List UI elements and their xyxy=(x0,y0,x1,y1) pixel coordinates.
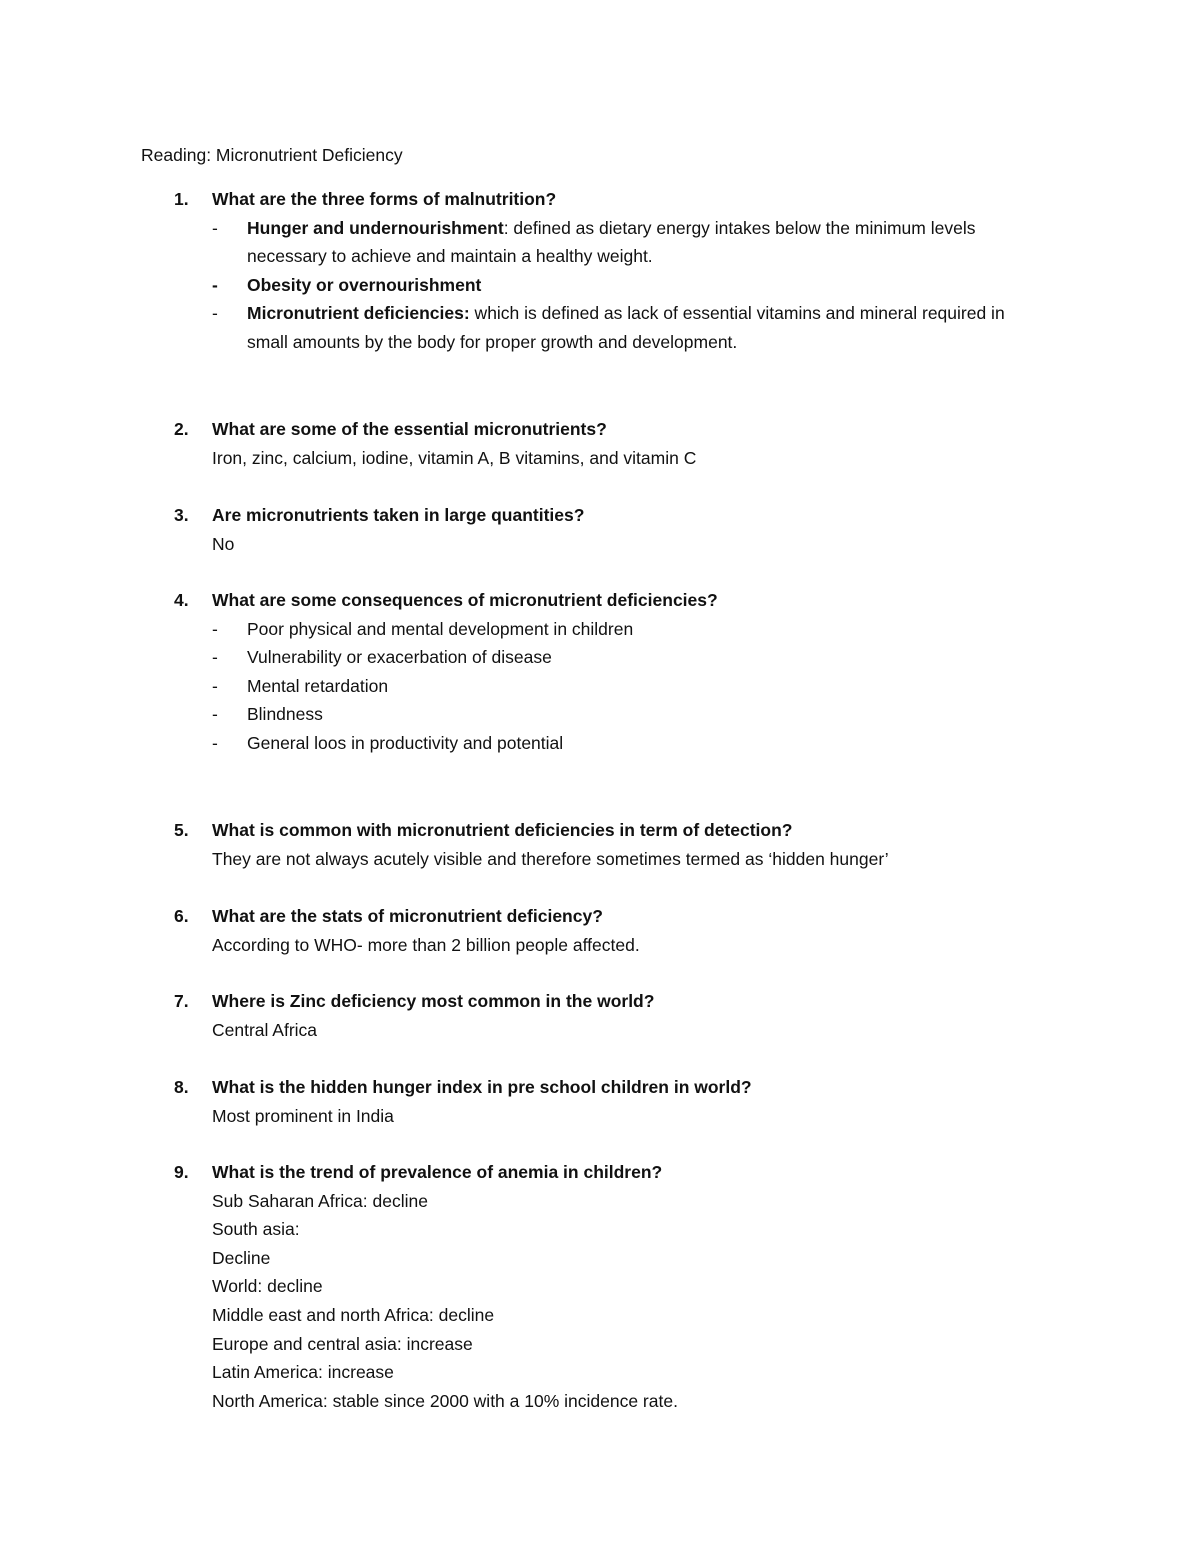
answer-line: They are not always acutely visible and therefore sometimes termed as ‘hidden hunger’ xyxy=(212,848,889,869)
answer-line: Decline xyxy=(212,1247,271,1268)
bullet-text: which is defined as lack of essential vitamins and mineral required in small amounts by the body for proper growth and development. xyxy=(247,303,1005,352)
bullet-dash: - xyxy=(212,647,218,668)
answer-bullet-list xyxy=(0,615,1200,758)
question-block-6 xyxy=(0,902,1200,959)
document-title: Reading: Micronutrient Deficiency xyxy=(141,145,403,165)
bullet-text: : defined as dietary energy intakes below the minimum levels necessary to achieve and maintain a healthy weight. xyxy=(247,217,976,267)
answer-bullet xyxy=(0,700,1027,729)
answer-bullet xyxy=(0,271,1027,300)
question-block-8 xyxy=(0,1073,1200,1130)
bullet-bold-term: Obesity or overnourishment xyxy=(247,274,482,295)
answer-bullet xyxy=(0,672,1027,701)
answer-bullet xyxy=(0,214,1027,271)
question-text: What are the three forms of malnutrition? xyxy=(212,189,557,209)
answer-line: Sub Saharan Africa: decline xyxy=(212,1190,428,1211)
question-heading xyxy=(0,501,1200,530)
question-number: 8. xyxy=(174,1077,189,1097)
answer-line: South asia: xyxy=(212,1219,300,1240)
answer-line: Iron, zinc, calcium, iodine, vitamin A, B vitamins, and vitamin C xyxy=(212,447,697,468)
answer-bullet xyxy=(0,615,1027,644)
answer-text xyxy=(212,845,1032,874)
bullet-dash: - xyxy=(212,217,218,238)
question-number: 7. xyxy=(174,991,189,1011)
answer-text xyxy=(212,444,1032,473)
question-block-2 xyxy=(0,415,1200,472)
question-text: What is the hidden hunger index in pre school children in world? xyxy=(212,1077,752,1097)
bullet-dash: - xyxy=(212,675,218,696)
question-block-4 xyxy=(0,586,1200,758)
question-number: 6. xyxy=(174,906,189,926)
answer-line: Most prominent in India xyxy=(212,1105,394,1126)
question-block-7 xyxy=(0,987,1200,1044)
question-block-1 xyxy=(0,185,1200,357)
question-text: Are micronutrients taken in large quantities? xyxy=(212,505,585,525)
answer-line: World: decline xyxy=(212,1276,323,1297)
question-number: 4. xyxy=(174,590,189,610)
question-heading xyxy=(0,1158,1200,1187)
answer-text xyxy=(212,931,1032,960)
question-block-5 xyxy=(0,816,1200,873)
answer-line: According to WHO- more than 2 billion people affected. xyxy=(212,934,640,955)
answer-line: Middle east and north Africa: decline xyxy=(212,1304,495,1325)
answer-line: Latin America: increase xyxy=(212,1362,394,1383)
bullet-text: Poor physical and mental development in children xyxy=(247,618,634,639)
answer-line: North America: stable since 2000 with a 10% incidence rate. xyxy=(212,1390,678,1411)
bullet-dash: - xyxy=(212,704,218,725)
question-number: 2. xyxy=(174,419,189,439)
bullet-dash: - xyxy=(212,618,218,639)
bullet-dash: - xyxy=(212,303,218,324)
question-heading xyxy=(0,185,1200,214)
question-number: 9. xyxy=(174,1162,189,1182)
question-text: What are some consequences of micronutrient deficiencies? xyxy=(212,590,718,610)
answer-bullet xyxy=(0,299,1027,356)
question-heading xyxy=(0,987,1200,1016)
question-number: 1. xyxy=(174,189,189,209)
bullet-bold-term: Micronutrient deficiencies: xyxy=(247,303,470,324)
bullet-text: Vulnerability or exacerbation of disease xyxy=(247,647,552,668)
bullet-text: General loos in productivity and potential xyxy=(247,732,564,753)
question-heading xyxy=(0,816,1200,845)
answer-text xyxy=(212,530,1032,559)
question-number: 3. xyxy=(174,505,189,525)
answer-bullet xyxy=(0,643,1027,672)
answer-text xyxy=(212,1187,1032,1416)
question-text: What are some of the essential micronutrients? xyxy=(212,419,607,439)
question-text: What are the stats of micronutrient deficiency? xyxy=(212,906,603,926)
answer-line: Europe and central asia: increase xyxy=(212,1333,473,1354)
bullet-text: Mental retardation xyxy=(247,675,389,696)
bullet-dash: - xyxy=(212,274,218,295)
question-heading xyxy=(0,415,1200,444)
question-block-3 xyxy=(0,501,1200,558)
question-text: What is common with micronutrient deficiencies in term of detection? xyxy=(212,820,793,840)
answer-line: Central Africa xyxy=(212,1019,318,1040)
bullet-dash: - xyxy=(212,732,218,753)
question-heading xyxy=(0,586,1200,615)
answer-bullet xyxy=(0,729,1027,758)
bullet-text: Blindness xyxy=(247,704,323,725)
question-text: Where is Zinc deficiency most common in the world? xyxy=(212,991,655,1011)
question-number: 5. xyxy=(174,820,189,840)
bullet-bold-term: Hunger and undernourishment xyxy=(247,217,504,238)
answer-bullet-list xyxy=(0,214,1200,357)
question-text: What is the trend of prevalence of anemia in children? xyxy=(212,1162,663,1182)
question-block-9 xyxy=(0,1158,1200,1415)
question-heading xyxy=(0,1073,1200,1102)
answer-text xyxy=(212,1102,1032,1131)
answer-text xyxy=(212,1016,1032,1045)
question-heading xyxy=(0,902,1200,931)
answer-line: No xyxy=(212,533,235,554)
